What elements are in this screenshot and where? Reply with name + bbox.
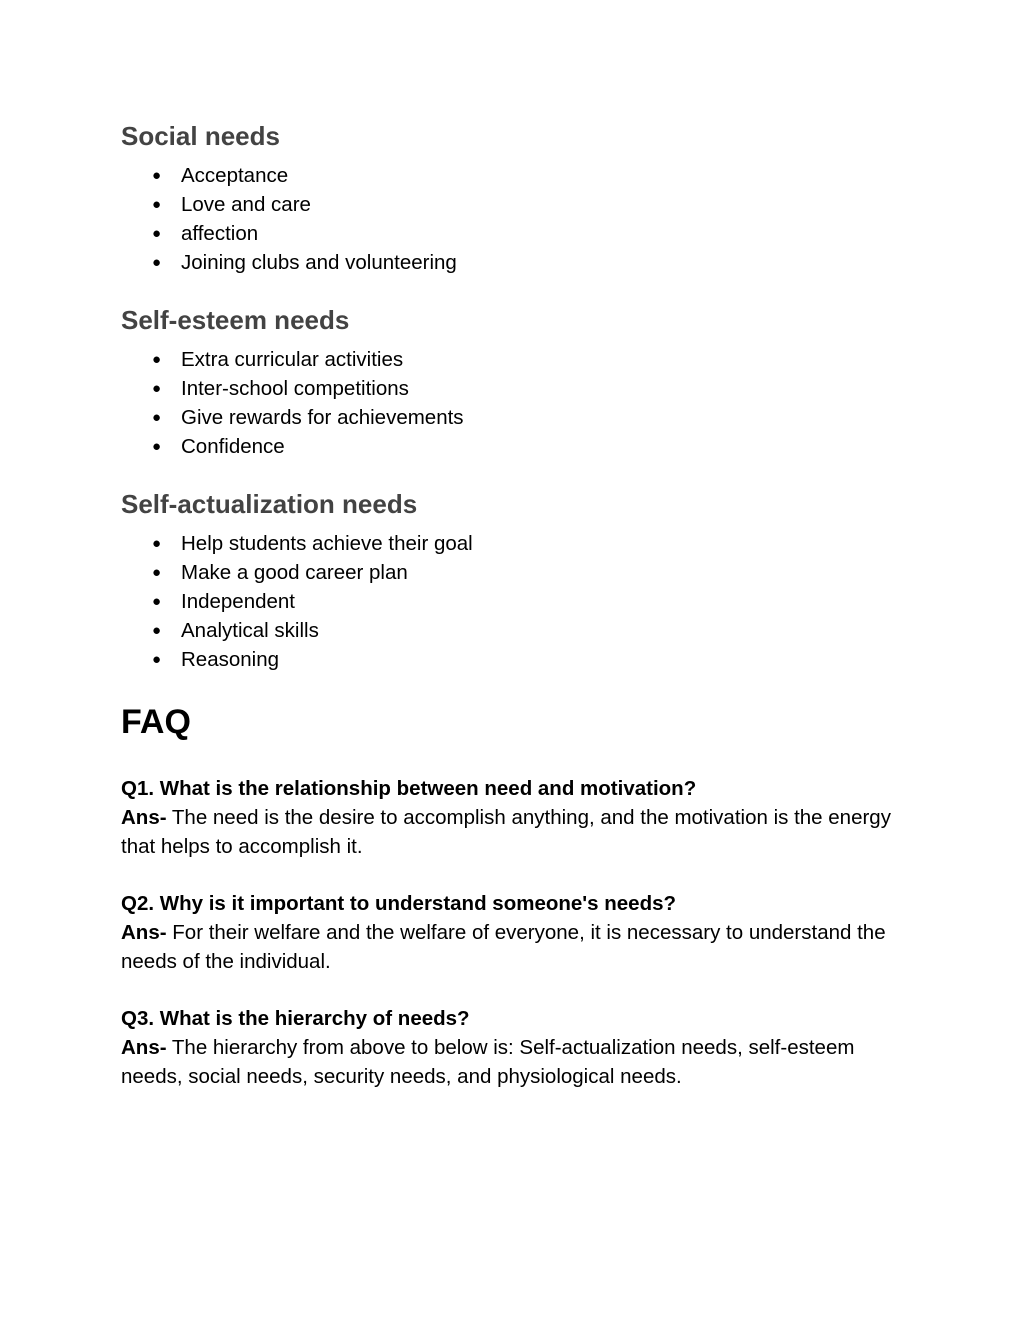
- list-item-text: Joining clubs and volunteering: [181, 251, 457, 274]
- list-item-text: affection: [181, 222, 259, 245]
- section-heading-social-needs: Social needs: [121, 121, 280, 151]
- faq-answer-text: The need is the desire to accomplish anything, and the motivation is the energy that helps to accomplish it.: [121, 806, 891, 858]
- bullet-icon: ●: [152, 409, 162, 426]
- bullet-icon: ●: [152, 535, 162, 552]
- section-heading-self-actualization-needs: Self-actualization needs: [121, 489, 418, 519]
- bullet-icon: ●: [152, 593, 162, 610]
- list-item-text: Confidence: [181, 435, 285, 458]
- bullet-icon: ●: [152, 254, 162, 271]
- list-item-text: Acceptance: [181, 164, 289, 187]
- bullet-icon: ●: [152, 622, 162, 639]
- list-item-text: Extra curricular activities: [181, 348, 404, 371]
- list-item-text: Reasoning: [181, 648, 280, 671]
- faq-item-1: [121, 774, 911, 861]
- faq-answer: [121, 1033, 911, 1091]
- faq-answer: [121, 803, 911, 861]
- answer-label: Ans-: [121, 921, 167, 944]
- section-heading-self-esteem-needs: Self-esteem needs: [121, 305, 350, 335]
- bullet-icon: ●: [152, 651, 162, 668]
- faq-answer-text: For their welfare and the welfare of everyone, it is necessary to understand the needs of the individual.: [121, 921, 886, 973]
- faq-item-2: [121, 889, 911, 976]
- list-item-text: Analytical skills: [181, 619, 319, 642]
- faq-answer: [121, 918, 911, 976]
- bullet-icon: ●: [152, 167, 162, 184]
- list-item-text: Give rewards for achievements: [181, 406, 464, 429]
- faq-answer-text: The hierarchy from above to below is: Self-actualization needs, self-esteem needs, social needs, security needs, and physiological needs.: [121, 1036, 855, 1088]
- bullet-icon: ●: [152, 196, 162, 213]
- bullet-icon: ●: [152, 380, 162, 397]
- bullet-icon: ●: [152, 351, 162, 368]
- answer-label: Ans-: [121, 806, 167, 829]
- faq-question: Q3. What is the hierarchy of needs?: [121, 1007, 470, 1030]
- list-item-text: Inter-school competitions: [181, 377, 409, 400]
- faq-item-3: [121, 1004, 911, 1091]
- list-item-text: Independent: [181, 590, 296, 613]
- list-item-text: Love and care: [181, 193, 311, 216]
- faq-question: Q2. Why is it important to understand someone's needs?: [121, 892, 677, 915]
- faq-title: FAQ: [121, 703, 191, 741]
- bullet-icon: ●: [152, 438, 162, 455]
- answer-label: Ans-: [121, 1036, 167, 1059]
- faq-question: Q1. What is the relationship between need and motivation?: [121, 777, 697, 800]
- bullet-icon: ●: [152, 564, 162, 581]
- bullet-icon: ●: [152, 225, 162, 242]
- list-item-text: Make a good career plan: [181, 561, 408, 584]
- list-item-text: Help students achieve their goal: [181, 532, 473, 555]
